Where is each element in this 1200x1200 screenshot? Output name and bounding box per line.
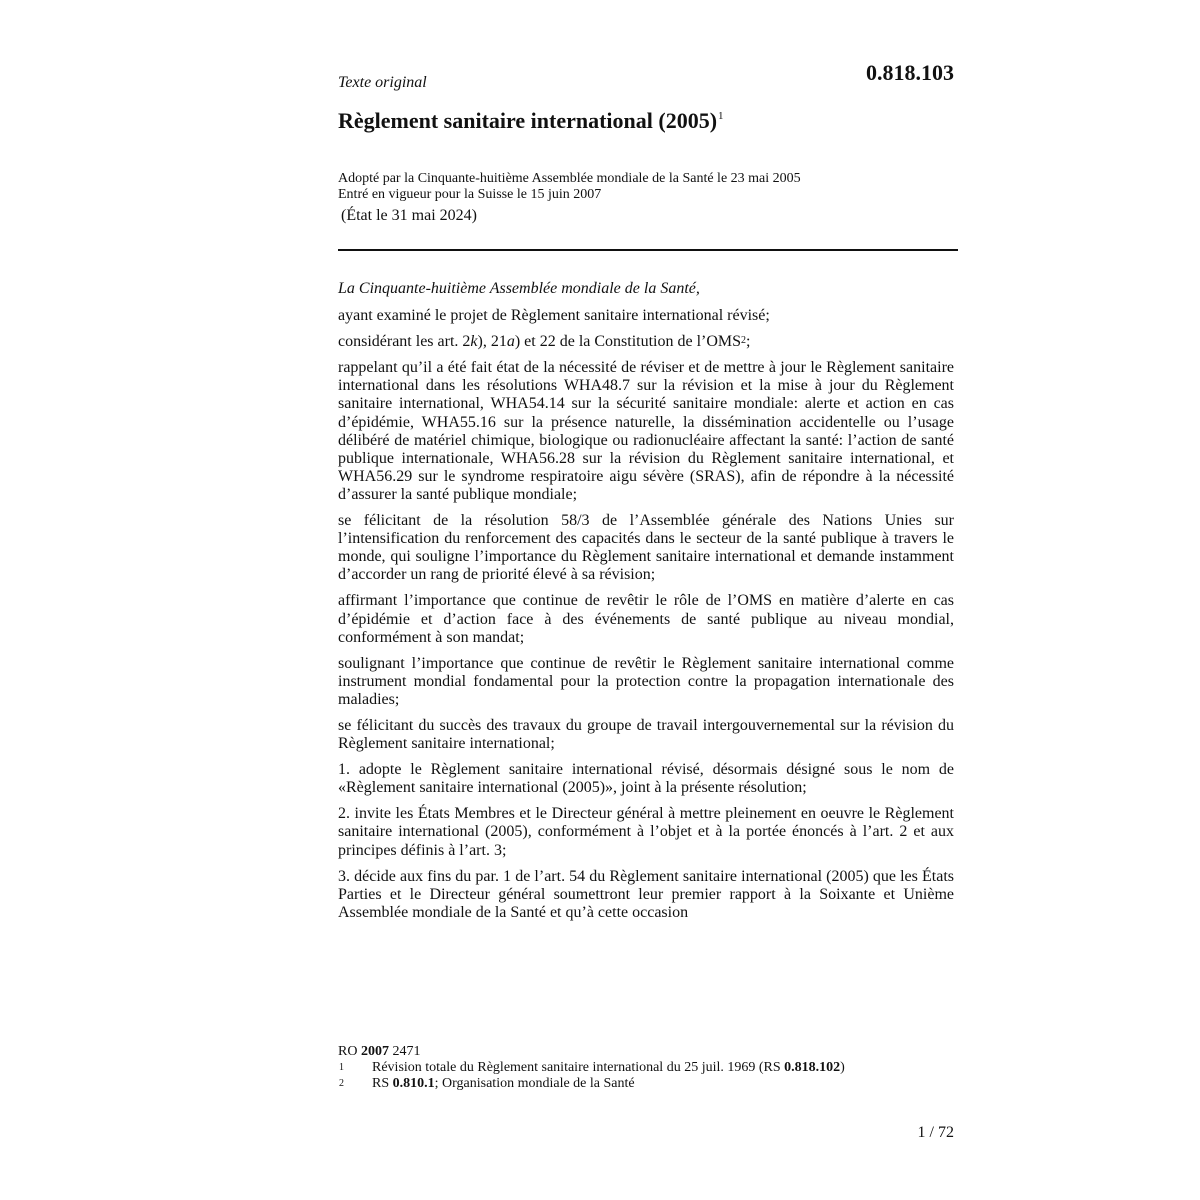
footnote-2 bbox=[338, 1076, 958, 1092]
ro-year: 2007 bbox=[360, 1044, 389, 1059]
footnote-1-end: ) bbox=[840, 1060, 845, 1075]
footnote-1-body: Révision totale du Règlement sanitaire international du 25 juil. 1969 (RS bbox=[372, 1060, 785, 1075]
footnote-1 bbox=[338, 1060, 958, 1076]
paragraph-1: ayant examiné le projet de Règlement sanitaire international révisé; bbox=[338, 307, 770, 325]
footnote-ref-2[interactable]: 2 bbox=[741, 335, 747, 347]
footnote-1-text bbox=[372, 1060, 845, 1076]
footnote-2-prefix: RS bbox=[372, 1076, 393, 1091]
ro-reference bbox=[338, 1044, 958, 1060]
p2-text-c: ) et 22 de la Constitution de l’OMS bbox=[514, 333, 742, 351]
p2-letter-a: a bbox=[506, 333, 515, 351]
page-number: 1 / 72 bbox=[917, 1124, 954, 1141]
paragraph-5: affirmant l’importance que continue de revêtir le rôle de l’OMS en matière d’alerte en cas d’épidémie et d’action face à des événements de santé publique au niveau mondial, conformément à son mandat; bbox=[338, 592, 954, 646]
in-force-line: Entré en vigueur pour la Suisse le 15 juin 2007 bbox=[338, 187, 602, 202]
adoption-meta bbox=[338, 171, 801, 227]
preamble: La Cinquante-huitième Assemblée mondiale de la Santé, bbox=[338, 280, 700, 297]
paragraph-9: 2. invite les États Membres et le Directeur général à mettre pleinement en oeuvre le Règlement sanitaire international (2005), conformément à l’objet et à la portée énoncés à l’art. 2 et aux principes définis à l’art. 3; bbox=[338, 805, 954, 859]
resolution-body bbox=[338, 280, 954, 930]
original-text-label: Texte original bbox=[338, 74, 427, 91]
title-text: Règlement sanitaire international (2005) bbox=[338, 108, 718, 133]
footnotes bbox=[338, 1044, 958, 1092]
p2-text-b: ), 21 bbox=[477, 333, 507, 351]
footnote-2-rs: 0.810.1 bbox=[392, 1076, 435, 1091]
paragraph-3: rappelant qu’il a été fait état de la nécessité de réviser et de mettre à jour le Règlement sanitaire international dans les résolutions WHA48.7 sur la révision et la mise à jour du Règlement sanitaire international, WHA54.14 sur la sécurité sanitaire mondiale: alerte et action en cas d’épidémie, WHA55.16 sur la présence naturelle, la dissémination accidentelle ou l’usage délibéré de matériel chimique, biologique ou radionucléaire affectant la santé: l’action de santé publique internationale, WHA56.28 sur la révision du Règlement sanitaire international, et WHA56.29 sur le syndrome respiratoire aigu sévère (SRAS), afin de répondre à la nécessité d’assurer la santé publique mondiale; bbox=[338, 359, 954, 503]
p2-text-end: ; bbox=[746, 333, 751, 351]
ro-prefix: RO bbox=[338, 1044, 361, 1059]
paragraph-6: soulignant l’importance que continue de revêtir le Règlement sanitaire international comme instrument mondial fondamental pour la protection contre la propagation internationale des maladies; bbox=[338, 654, 954, 708]
state-line: (État le 31 mai 2024) bbox=[341, 207, 477, 224]
footnote-2-body: ; Organisation mondiale de la Santé bbox=[434, 1076, 635, 1091]
title-footnote-ref[interactable]: 1 bbox=[718, 110, 724, 122]
adopted-line: Adopté par la Cinquante-huitième Assemblée mondiale de la Santé le 23 mai 2005 bbox=[338, 171, 801, 186]
rs-number: 0.818.103 bbox=[866, 60, 954, 85]
paragraph-10: 3. décide aux fins du par. 1 de l’art. 54 du Règlement sanitaire international (2005) que les États Parties et le Directeur général soumettront leur premier rapport à la Soixante et Unième Assemblée mondiale de la Santé et qu’à cette occasion bbox=[338, 867, 954, 921]
footnote-2-number: 2 bbox=[339, 1078, 344, 1089]
footnote-1-rs: 0.818.102 bbox=[784, 1060, 841, 1075]
document-title bbox=[338, 108, 724, 134]
footnote-2-text bbox=[372, 1076, 635, 1092]
paragraph-4: se félicitant de la résolution 58/3 de l’Assemblée générale des Nations Unies sur l’intensification du renforcement des capacités dans le secteur de la santé publique à travers le monde, qui souligne l’importance du Règlement sanitaire international et demande instamment d’accorder un rang de priorité élevé à sa révision; bbox=[338, 512, 954, 584]
paragraph-8: 1. adopte le Règlement sanitaire international révisé, désormais désigné sous le nom de «Règlement sanitaire international (2005)», joint à la présente résolution; bbox=[338, 761, 954, 797]
paragraph-7: se félicitant du succès des travaux du groupe de travail intergouvernemental sur la révision du Règlement sanitaire international; bbox=[338, 716, 954, 753]
paragraph-2 bbox=[338, 333, 954, 351]
ro-page: 2471 bbox=[388, 1044, 421, 1059]
footnote-1-number: 1 bbox=[339, 1062, 344, 1073]
p2-letter-k: k bbox=[470, 333, 478, 351]
header-divider bbox=[338, 249, 958, 251]
p2-text-a: considérant les art. 2 bbox=[338, 333, 471, 351]
